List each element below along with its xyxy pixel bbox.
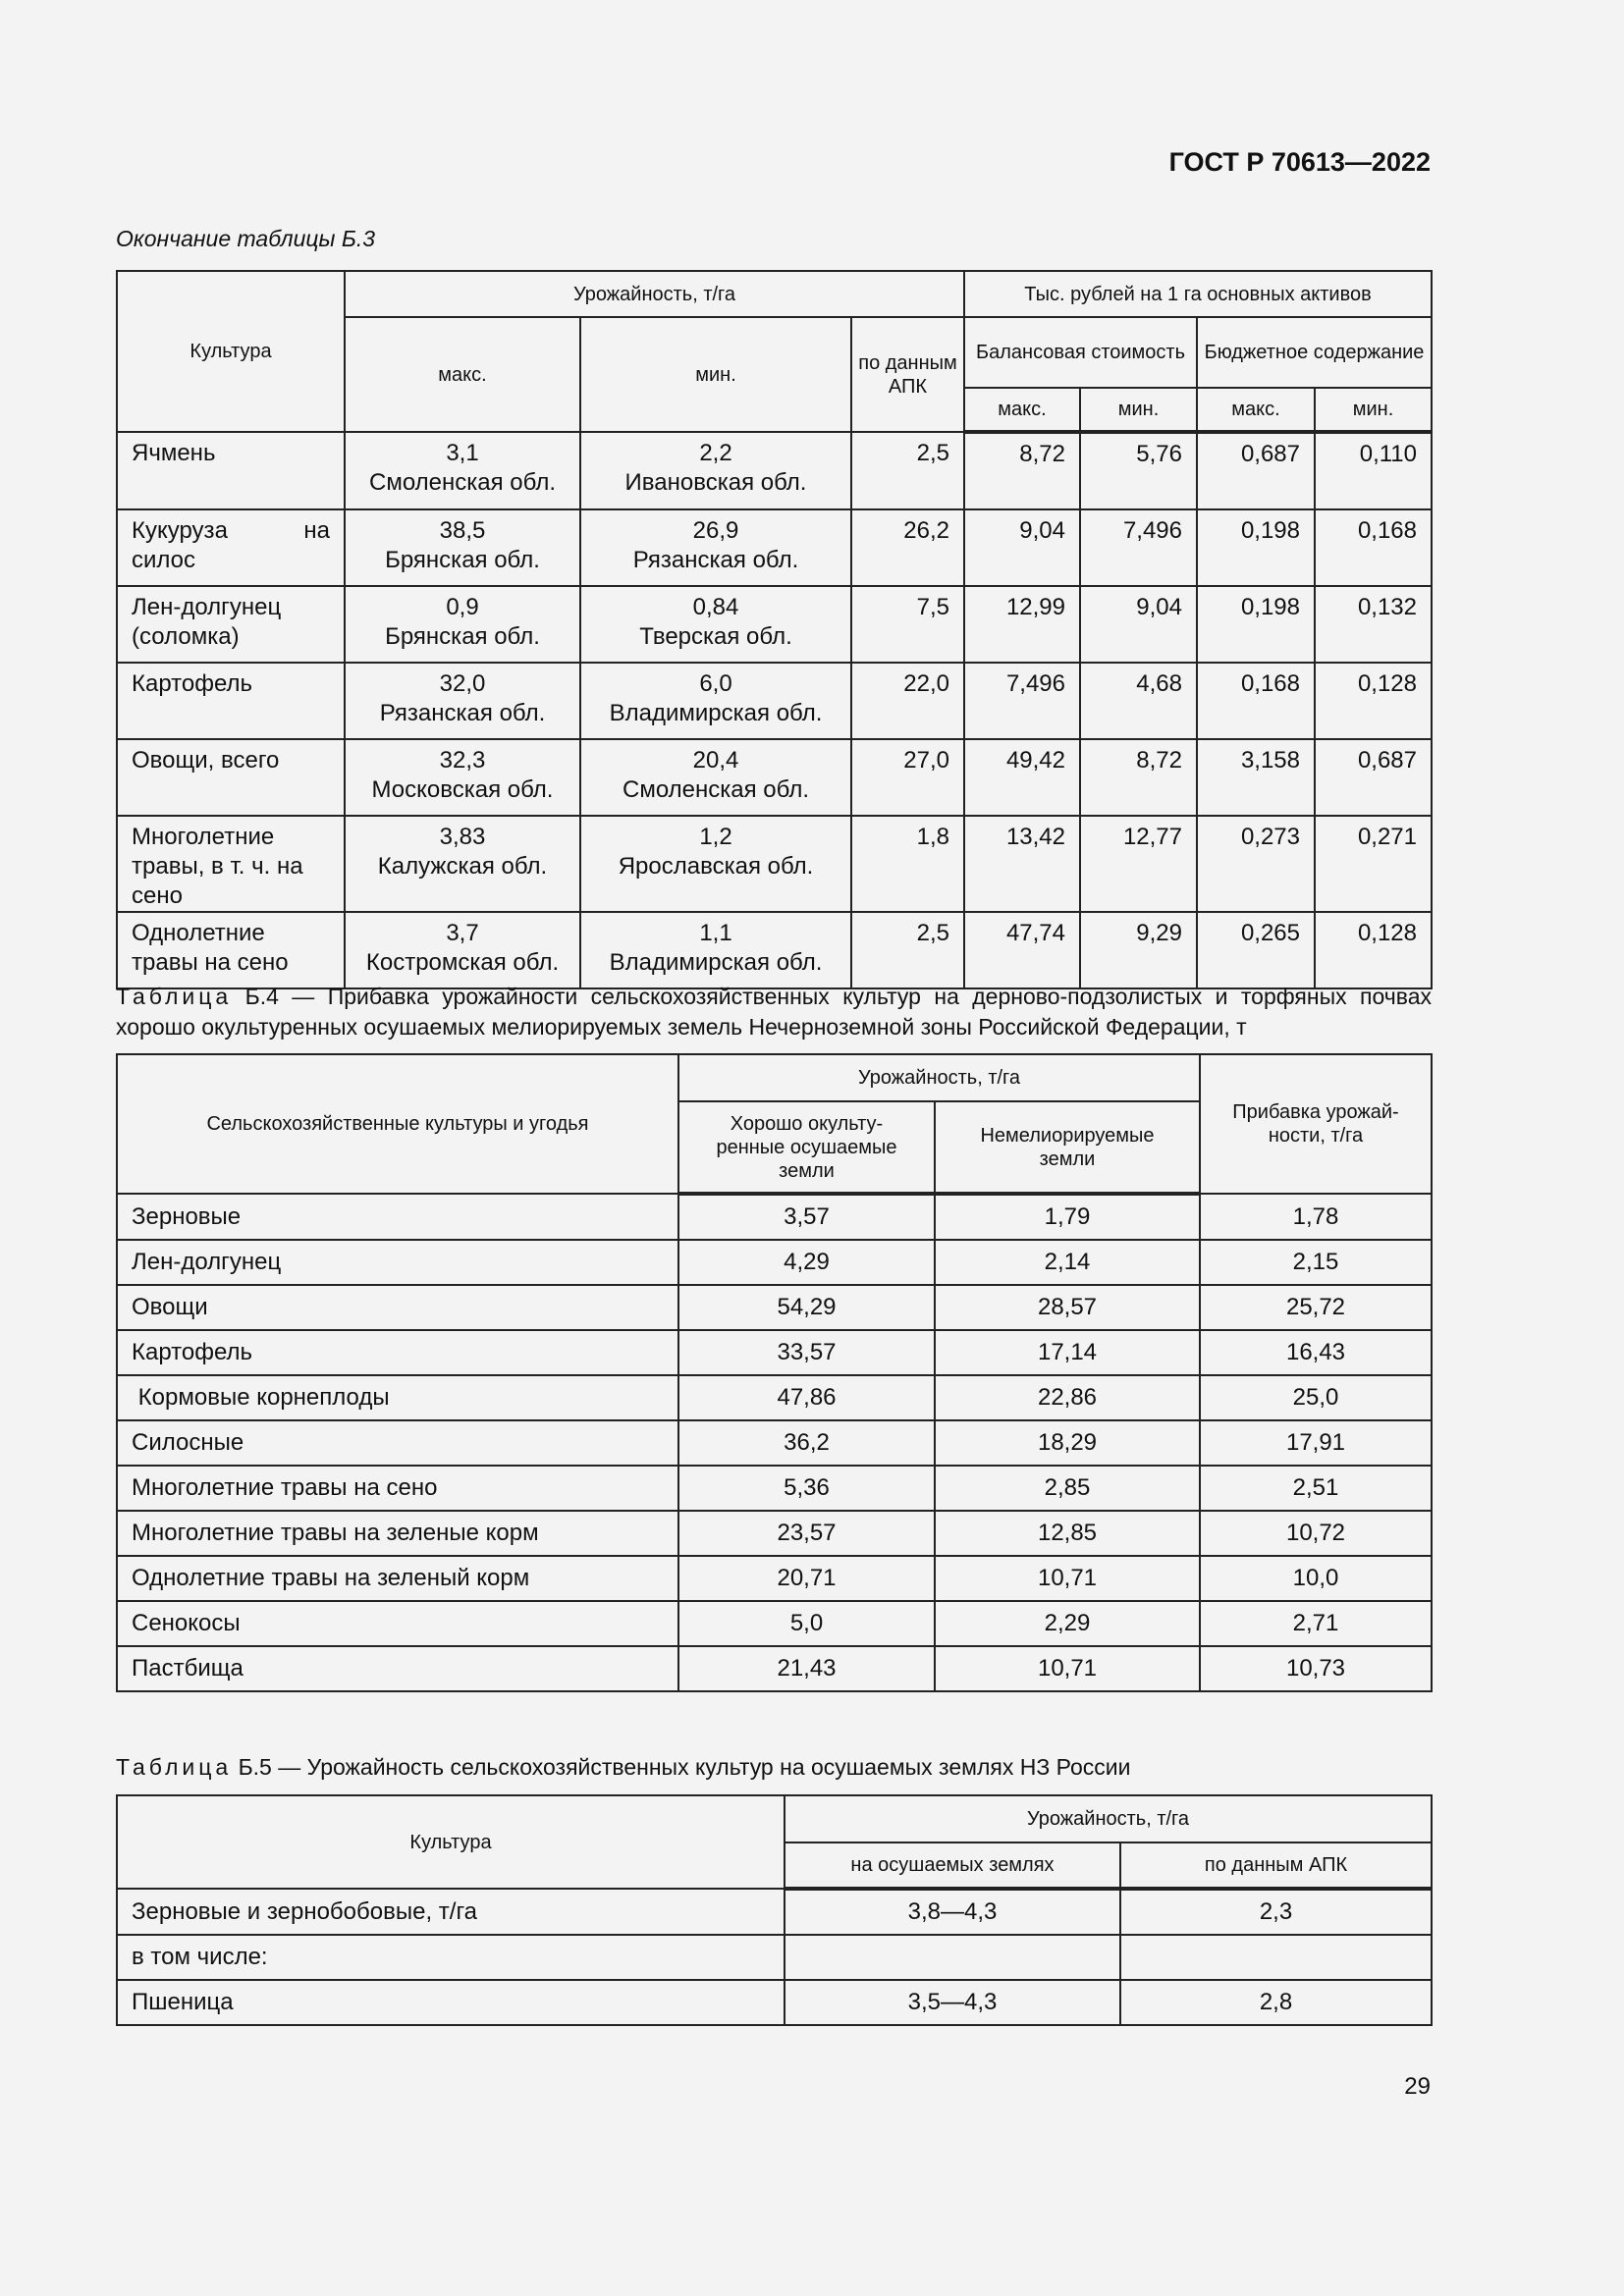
balance-max: 12,99 (964, 586, 1080, 663)
balance-max: 47,74 (964, 912, 1080, 988)
yield-increase: 17,91 (1200, 1420, 1432, 1466)
balance-min: 9,29 (1080, 912, 1197, 988)
table-b4 (116, 1053, 1433, 1692)
yield-max-region: Костромская обл. (365, 949, 560, 976)
culture-name: в том числе: (117, 1935, 785, 1980)
yield-increase: 10,0 (1200, 1556, 1432, 1601)
caption-label: Таблица (116, 984, 233, 1009)
table-row (117, 1556, 1432, 1601)
budget-max: 0,687 (1197, 432, 1315, 509)
budget-max: 0,198 (1197, 509, 1315, 586)
caption-label: Таблица (116, 1754, 233, 1780)
header-yield-group: Урожайность, т/га (785, 1795, 1432, 1842)
table-row (117, 1646, 1432, 1691)
table-row (117, 1935, 1432, 1980)
drained-yield: 20,71 (678, 1556, 935, 1601)
header-apk: по данным АПК (851, 317, 964, 432)
table-b3-continuation-caption: Окончание таблицы Б.3 (116, 226, 376, 251)
apk-yield: 2,8 (1120, 1980, 1432, 2025)
page-number: 29 (1404, 2073, 1431, 2100)
budget-max: 0,265 (1197, 912, 1315, 988)
crop-name: Силосные (117, 1420, 678, 1466)
header-apk: по данным АПК (1120, 1842, 1432, 1889)
crop-name: Картофель (117, 1330, 678, 1375)
budget-min: 0,128 (1315, 912, 1432, 988)
balance-min: 12,77 (1080, 816, 1197, 912)
yield-max-cell (345, 739, 580, 816)
culture-name: Лен-долгунец (соломка) (117, 586, 345, 663)
crop-name: Зерновые (117, 1194, 678, 1240)
budget-max: 0,168 (1197, 663, 1315, 739)
yield-min-region: Ивановская обл. (624, 469, 807, 496)
non-reclaimed-yield: 17,14 (935, 1330, 1200, 1375)
table-b4-body (117, 1194, 1432, 1691)
balance-min: 5,76 (1080, 432, 1197, 509)
drained-yield: 5,36 (678, 1466, 935, 1511)
drained-yield: 36,2 (678, 1420, 935, 1466)
crop-name: Однолетние травы на зеленый корм (117, 1556, 678, 1601)
non-reclaimed-yield: 22,86 (935, 1375, 1200, 1420)
yield-max-region: Брянская обл. (385, 547, 540, 573)
non-reclaimed-yield: 2,29 (935, 1601, 1200, 1646)
non-reclaimed-yield: 10,71 (935, 1556, 1200, 1601)
yield-min-value: 2,2 (699, 440, 732, 466)
table-row (117, 1601, 1432, 1646)
table-row (117, 1285, 1432, 1330)
culture-name: Однолетние травы на сено (117, 912, 345, 988)
budget-min: 0,687 (1315, 739, 1432, 816)
yield-max-region: Московская обл. (371, 776, 554, 803)
table-b5-caption (116, 1752, 1432, 1783)
yield-increase: 2,15 (1200, 1240, 1432, 1285)
culture-name: Пшеница (117, 1980, 785, 2025)
balance-min: 4,68 (1080, 663, 1197, 739)
table-b5 (116, 1794, 1433, 2026)
yield-max-value: 32,0 (439, 670, 486, 697)
yield-apk: 2,5 (851, 432, 964, 509)
yield-min-cell (580, 586, 851, 663)
table-b5-body (117, 1889, 1432, 2025)
yield-min-region: Ярославская обл. (618, 853, 814, 880)
table-row (117, 1889, 1432, 1935)
yield-min-value: 6,0 (699, 670, 732, 697)
non-reclaimed-yield: 18,29 (935, 1420, 1200, 1466)
table-b3 (116, 270, 1433, 989)
yield-min-value: 0,84 (692, 594, 739, 620)
drained-yield: 47,86 (678, 1375, 935, 1420)
yield-increase: 10,73 (1200, 1646, 1432, 1691)
culture-name: Кукуруза на силос (117, 509, 345, 586)
yield-max-region: Смоленская обл. (369, 469, 556, 496)
crop-name: Пастбища (117, 1646, 678, 1691)
table-row (117, 586, 1432, 663)
culture-name: Овощи, всего (117, 739, 345, 816)
header-crops: Сельскохозяйственные культуры и угодья (117, 1054, 678, 1194)
yield-min-region: Владимирская обл. (609, 949, 823, 976)
header-assets-group: Тыс. рублей на 1 га основных активов (964, 271, 1432, 317)
header-non-reclaimed: Немелиорируемые земли (935, 1101, 1200, 1194)
crop-name: Сенокосы (117, 1601, 678, 1646)
balance-min: 7,496 (1080, 509, 1197, 586)
header-drained: Хорошо окульту- ренные осушаемые земли (678, 1101, 935, 1194)
apk-yield: 2,3 (1120, 1889, 1432, 1935)
drained-yield (785, 1935, 1120, 1980)
non-reclaimed-yield: 10,71 (935, 1646, 1200, 1691)
crop-name: Овощи (117, 1285, 678, 1330)
budget-min: 0,168 (1315, 509, 1432, 586)
yield-max-region: Брянская обл. (385, 623, 540, 650)
caption-text: Б.5 — Урожайность сельскохозяйственных культур на осушаемых землях НЗ России (238, 1754, 1131, 1780)
yield-min-region: Владимирская обл. (609, 700, 823, 726)
yield-max-cell (345, 663, 580, 739)
crop-name: Многолетние травы на сено (117, 1466, 678, 1511)
drained-yield: 23,57 (678, 1511, 935, 1556)
budget-min: 0,271 (1315, 816, 1432, 912)
yield-min-value: 1,1 (699, 920, 732, 946)
table-row (117, 663, 1432, 739)
balance-min: 8,72 (1080, 739, 1197, 816)
budget-max: 0,273 (1197, 816, 1315, 912)
yield-min-region: Тверская обл. (639, 623, 792, 650)
header-balance: Балансовая стоимость (964, 317, 1197, 388)
table-row (117, 912, 1432, 988)
yield-min-cell (580, 912, 851, 988)
balance-max: 7,496 (964, 663, 1080, 739)
table-row (117, 816, 1432, 912)
yield-max-value: 38,5 (439, 517, 486, 544)
yield-apk: 2,5 (851, 912, 964, 988)
header-budget-min: мин. (1315, 388, 1432, 432)
drained-yield: 33,57 (678, 1330, 935, 1375)
yield-increase: 1,78 (1200, 1194, 1432, 1240)
yield-max-cell (345, 509, 580, 586)
table-row (117, 1511, 1432, 1556)
header-culture: Культура (117, 271, 345, 432)
yield-max-value: 3,7 (446, 920, 479, 946)
culture-name: Зерновые и зернобобовые, т/га (117, 1889, 785, 1935)
yield-apk: 27,0 (851, 739, 964, 816)
yield-max-region: Рязанская обл. (379, 700, 546, 726)
header-yield-group: Урожайность, т/га (678, 1054, 1200, 1101)
balance-min: 9,04 (1080, 586, 1197, 663)
drained-yield: 54,29 (678, 1285, 935, 1330)
budget-min: 0,128 (1315, 663, 1432, 739)
drained-yield: 3,57 (678, 1194, 935, 1240)
header-yield-min: мин. (580, 317, 851, 432)
culture-name: Картофель (117, 663, 345, 739)
header-drained: на осушаемых землях (785, 1842, 1120, 1889)
crop-name: Лен-долгунец (117, 1240, 678, 1285)
non-reclaimed-yield: 28,57 (935, 1285, 1200, 1330)
crop-name: Многолетние травы на зеленые корм (117, 1511, 678, 1556)
drained-yield: 5,0 (678, 1601, 935, 1646)
balance-max: 49,42 (964, 739, 1080, 816)
drained-yield: 3,5—4,3 (785, 1980, 1120, 2025)
yield-increase: 25,0 (1200, 1375, 1432, 1420)
yield-max-cell (345, 586, 580, 663)
yield-max-cell (345, 912, 580, 988)
table-b4-caption (116, 982, 1432, 1042)
yield-min-cell (580, 816, 851, 912)
header-balance-min: мин. (1080, 388, 1197, 432)
table-row (117, 1330, 1432, 1375)
non-reclaimed-yield: 2,14 (935, 1240, 1200, 1285)
caption-text: Б.4 — Прибавка урожайности сельскохозяйственных культур на дерново-подзолистых и торфяных почвах хорошо окультуренных осушаемых мелиорируемых земель Нечерноземной зоны Российской Федерации, т (116, 984, 1433, 1040)
non-reclaimed-yield: 2,85 (935, 1466, 1200, 1511)
table-row (117, 1980, 1432, 2025)
yield-max-value: 3,1 (446, 440, 479, 466)
yield-max-value: 32,3 (439, 747, 486, 774)
yield-increase: 10,72 (1200, 1511, 1432, 1556)
header-yield-group: Урожайность, т/га (345, 271, 964, 317)
non-reclaimed-yield: 1,79 (935, 1194, 1200, 1240)
yield-apk: 26,2 (851, 509, 964, 586)
table-row (117, 739, 1432, 816)
yield-apk: 22,0 (851, 663, 964, 739)
yield-increase: 16,43 (1200, 1330, 1432, 1375)
yield-min-cell (580, 432, 851, 509)
yield-max-cell (345, 816, 580, 912)
yield-max-value: 3,83 (439, 824, 486, 850)
header-balance-max: макс. (964, 388, 1080, 432)
header-increase: Прибавка урожай- ности, т/га (1200, 1054, 1432, 1194)
budget-max: 0,198 (1197, 586, 1315, 663)
yield-increase: 2,51 (1200, 1466, 1432, 1511)
drained-yield: 3,8—4,3 (785, 1889, 1120, 1935)
crop-name: Кормовые корнеплоды (117, 1375, 678, 1420)
yield-increase: 25,72 (1200, 1285, 1432, 1330)
yield-max-cell (345, 432, 580, 509)
header-budget-max: макс. (1197, 388, 1315, 432)
yield-min-region: Смоленская обл. (623, 776, 809, 803)
yield-apk: 1,8 (851, 816, 964, 912)
table-b3-body (117, 432, 1432, 988)
header-yield-max: макс. (345, 317, 580, 432)
yield-max-region: Калужская обл. (377, 853, 548, 880)
standard-designation: ГОСТ Р 70613—2022 (1168, 147, 1431, 177)
table-row (117, 1194, 1432, 1240)
balance-max: 8,72 (964, 432, 1080, 509)
table-row (117, 1420, 1432, 1466)
header-budget: Бюджетное содержание (1197, 317, 1432, 388)
balance-max: 9,04 (964, 509, 1080, 586)
table-row (117, 1466, 1432, 1511)
yield-increase: 2,71 (1200, 1601, 1432, 1646)
yield-min-value: 20,4 (692, 747, 739, 774)
apk-yield (1120, 1935, 1432, 1980)
table-row (117, 1240, 1432, 1285)
budget-max: 3,158 (1197, 739, 1315, 816)
header-culture: Культура (117, 1795, 785, 1889)
non-reclaimed-yield: 12,85 (935, 1511, 1200, 1556)
drained-yield: 4,29 (678, 1240, 935, 1285)
budget-min: 0,110 (1315, 432, 1432, 509)
budget-min: 0,132 (1315, 586, 1432, 663)
yield-min-cell (580, 663, 851, 739)
table-row (117, 509, 1432, 586)
yield-min-cell (580, 509, 851, 586)
yield-min-region: Рязанская обл. (632, 547, 799, 573)
drained-yield: 21,43 (678, 1646, 935, 1691)
balance-max: 13,42 (964, 816, 1080, 912)
yield-max-value: 0,9 (446, 594, 479, 620)
table-row (117, 1375, 1432, 1420)
table-row (117, 432, 1432, 509)
yield-min-value: 1,2 (699, 824, 732, 850)
yield-min-value: 26,9 (692, 517, 739, 544)
culture-name: Многолетние травы, в т. ч. на сено (117, 816, 345, 912)
yield-min-cell (580, 739, 851, 816)
culture-name: Ячмень (117, 432, 345, 509)
yield-apk: 7,5 (851, 586, 964, 663)
